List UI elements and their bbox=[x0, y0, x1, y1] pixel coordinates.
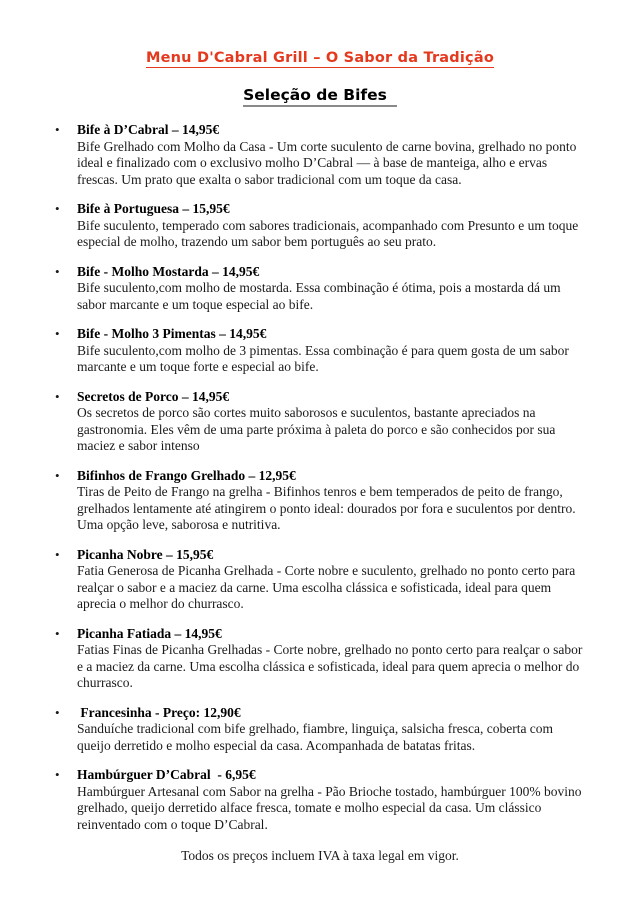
menu-item bbox=[55, 547, 585, 613]
bullet-icon: • bbox=[55, 122, 60, 137]
bullet-icon: • bbox=[55, 625, 60, 641]
menu-item bbox=[55, 389, 585, 455]
item-name: Bife à D’Cabral – 14,95€ bbox=[77, 122, 220, 137]
item-description: Tiras de Peito de Frango na grelha - Bifinhos tenros e bem temperados de peito de frango, grelhados lentamente até atingirem o ponto ideal: dourados por fora e suculentos por dentro. Uma opção leve, saborosa e nutritiva. bbox=[77, 484, 576, 532]
item-description: Bife Grelhado com Molho da Casa - Um corte suculento de carne bovina, grelhado no ponto ideal e finalizado com o exclusivo molho D’Cabral — à base de manteiga, alho e ervas frescas. Um prato que exalta o sabor tradicional com um toque da casa. bbox=[77, 138, 577, 187]
page-title: Menu D'Cabral Grill – O Sabor da Tradição bbox=[146, 50, 494, 66]
item-description: Bife suculento,com molho de 3 pimentas. Essa combinação é para quem gosta de um sabor marcante e um toque forte e especial ao bife. bbox=[77, 342, 569, 374]
vat-footer-note: Todos os preços incluem IVA à taxa legal em vigor. bbox=[181, 848, 459, 863]
item-name: Bife - Molho 3 Pimentas – 14,95€ bbox=[77, 326, 267, 341]
menu-item bbox=[55, 326, 585, 376]
menu-list bbox=[55, 122, 585, 833]
bullet-icon: • bbox=[55, 263, 60, 279]
item-description: Sanduíche tradicional com bife grelhado, fiambre, linguiça, salsicha fresca, coberta com queijo derretido e molho especial da casa. Acompanhada de batatas fritas. bbox=[77, 721, 554, 753]
item-name: Picanha Fatiada – 14,95€ bbox=[77, 625, 222, 641]
item-description: Fatia Generosa de Picanha Grelhada - Corte nobre e suculento, grelhado no ponto certo para realçar o sabor e a maciez da carne. Uma escolha clássica e sofisticada, ideal para quem aprecia o melhor do churrasco. bbox=[77, 563, 576, 611]
item-name: Bife à Portuguesa – 15,95€ bbox=[77, 201, 230, 216]
menu-item bbox=[55, 468, 585, 534]
menu-item bbox=[55, 264, 585, 314]
item-name: Secretos de Porco – 14,95€ bbox=[77, 388, 230, 404]
item-name: Picanha Nobre – 15,95€ bbox=[77, 546, 214, 562]
bullet-icon: • bbox=[55, 201, 60, 216]
bullet-icon: • bbox=[55, 546, 60, 562]
item-description: Bife suculento,com molho de mostarda. Essa combinação é ótima, pois a mostarda dá um sabor marcante e um toque especial ao bife. bbox=[77, 280, 561, 312]
menu-item bbox=[55, 626, 585, 692]
item-name: Bifinhos de Frango Grelhado – 12,95€ bbox=[77, 467, 296, 483]
bullet-icon: • bbox=[55, 767, 60, 782]
bullet-icon: • bbox=[55, 467, 60, 483]
bullet-icon: • bbox=[55, 704, 60, 720]
bullet-icon: • bbox=[55, 388, 60, 404]
bullet-icon: • bbox=[55, 326, 60, 341]
item-description: Fatias Finas de Picanha Grelhadas - Corte nobre, grelhado no ponto certo para realçar o sabor e a maciez da carne. Uma escolha clássica e sofisticada, ideal para quem aprecia o melhor do churrasco. bbox=[77, 642, 583, 690]
menu-item bbox=[55, 122, 585, 188]
item-name: Hambúrguer D’Cabral - 6,95€ bbox=[77, 767, 256, 782]
menu-item bbox=[55, 767, 585, 833]
item-description: Bife suculento, temperado com sabores tradicionais, acompanhado com Presunto e um toque especial de molho, trazendo um sabor bem português ao seu prato. bbox=[77, 217, 579, 249]
menu-item bbox=[55, 705, 585, 755]
item-description: Os secretos de porco são cortes muito saborosos e suculentos, bastante apreciados na gastronomia. Eles vêm de uma parte próxima à paleta do porco e são conhecidos por sua maciez e sabor intenso bbox=[77, 405, 556, 453]
item-description: Hambúrguer Artesanal com Sabor na grelha - Pão Brioche tostado, hambúrguer 100% bovino grelhado, queijo derretido alface fresca, tomate e molho especial da casa. Um clássico reinventado com o toque D’Cabral. bbox=[77, 783, 582, 832]
menu-item bbox=[55, 201, 585, 251]
section-heading: Seleção de Bifes bbox=[55, 86, 585, 104]
item-name: Francesinha - Preço: 12,90€ bbox=[77, 704, 241, 720]
item-name: Bife - Molho Mostarda – 14,95€ bbox=[77, 263, 260, 279]
